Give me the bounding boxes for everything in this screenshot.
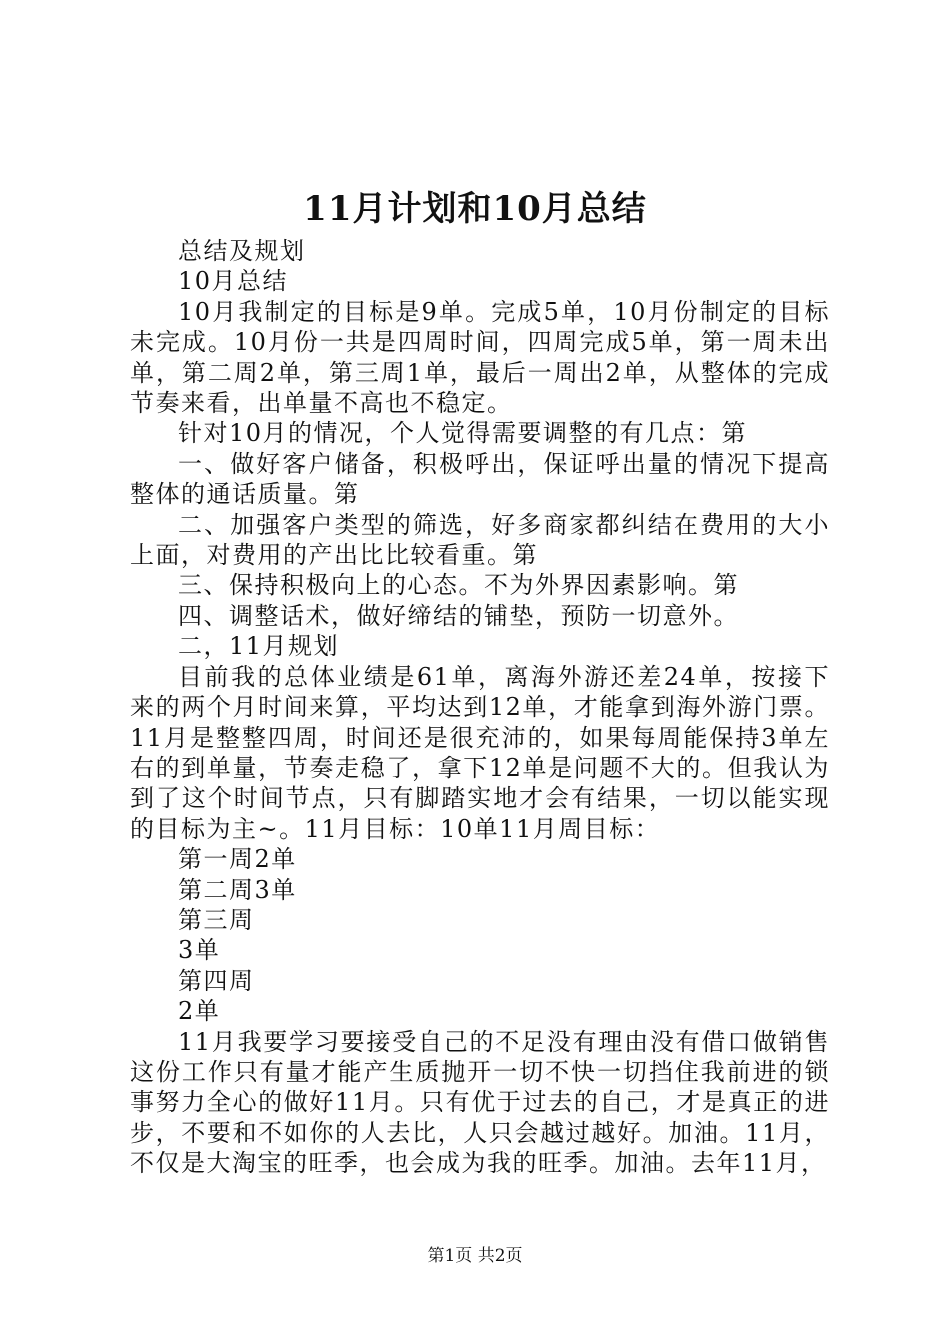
paragraph: 三、保持积极向上的心态。不为外界因素影响。第 (178, 571, 739, 600)
paragraph: 3单 (178, 936, 221, 965)
paragraph: 第二周3单 (178, 875, 297, 904)
paragraph: 针对10月的情况，个人觉得需要调整的有几点：第 (178, 419, 748, 448)
paragraph: 二，11月规划 (178, 632, 340, 661)
paragraph: 第三周 (178, 905, 255, 934)
document-body (130, 236, 830, 1179)
paragraph: 目前我的总体业绩是61单，离海外游还差24单，按接下来的两个月时间来算，平均达到12单，才能拿到海外游门票。11月是整整四周，时间还是很充沛的，如果每周能保持3单左右的到单量，节奏走稳了，拿下12单是问题不大的。但我认为到了这个时间节点，只有脚踏实地才会有结果，一切以能实现的目标为主~。11月目标：10单11月周目标： (130, 662, 830, 843)
paragraph: 总结及规划 (178, 237, 306, 265)
page-footer: 第1页 共2页 (427, 1246, 523, 1266)
paragraph: 一、做好客户储备，积极呼出，保证呼出量的情况下提高整体的通话质量。第 (130, 449, 830, 509)
paragraph: 2单 (178, 997, 221, 1026)
paragraph: 第四周 (178, 966, 255, 995)
paragraph: 二、加强客户类型的筛选，好多商家都纠结在费用的大小上面，对费用的产出比比较看重。第 (130, 510, 830, 570)
paragraph: 四、调整话术，做好缔结的铺垫，预防一切意外。 (178, 601, 739, 630)
paragraph: 11月我要学习要接受自己的不足没有理由没有借口做销售这份工作只有量才能产生质抛开一切不快一切挡住我前进的锁事努力全心的做好11月。只有优于过去的自己，才是真正的进步，不要和不如你的人去比，人只会越过越好。加油。11月，不仅是大淘宝的旺季，也会成为我的旺季。加油。去年11月， (130, 1027, 830, 1178)
document-title: 11月计划和10月总结 (303, 189, 647, 229)
paragraph: 10月总结 (178, 267, 289, 296)
paragraph: 10月我制定的目标是9单。完成5单，10月份制定的目标未完成。10月份一共是四周时间，四周完成5单，第一周未出单，第二周2单，第三周1单，最后一周出2单，从整体的完成节奏来看，出单量不高也不稳定。 (130, 297, 830, 418)
paragraph: 第一周2单 (178, 845, 297, 874)
